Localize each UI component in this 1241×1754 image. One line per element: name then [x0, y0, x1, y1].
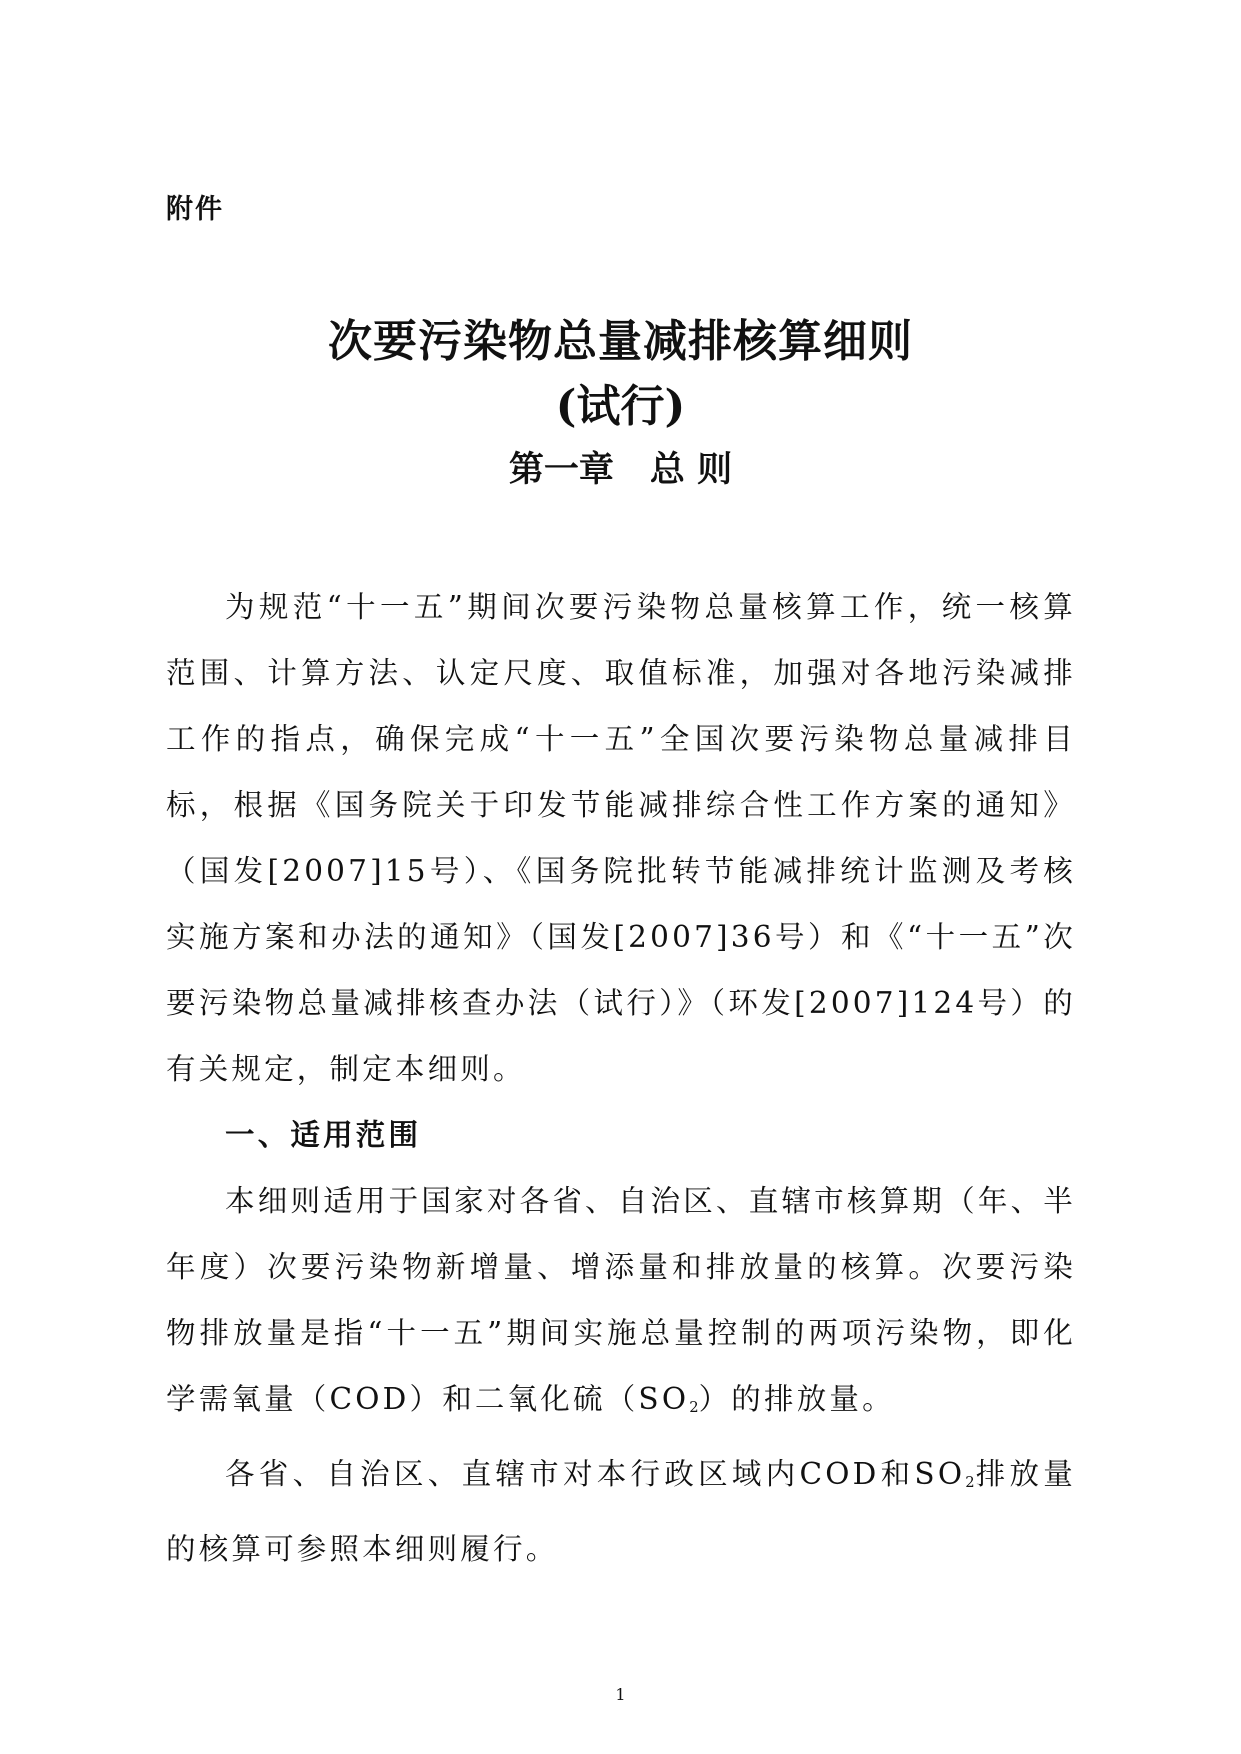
document-subtitle: (试行) [555, 381, 686, 432]
scope-p1-end: ）的排放量。 [698, 1382, 895, 1416]
page-number: 1 [615, 1685, 626, 1704]
scope-paragraph-1 [166, 1168, 1076, 1441]
section-heading-scope: 一、适用范围 [225, 1118, 422, 1152]
scope-paragraph-2 [166, 1441, 1076, 1582]
body-text [166, 574, 1076, 1582]
chapter-heading [0, 445, 1241, 495]
chapter-name: 总 则 [649, 450, 733, 490]
attachment-label: 附件 [166, 194, 224, 225]
scope-p1-text: 本细则适用于国家对各省、自治区、直辖市核算期（年、半年度）次要污染物新增量、增添量和排放量的核算。次要污染物排放量是指“十一五”期间实施总量控制的两项污染物，即化学需氧量（COD）和二氧化硫（SO [166, 1184, 1076, 1416]
scope-p2-end: 排放量的核算可参照本细则履行。 [166, 1456, 1076, 1566]
document-title: 次要污染物总量减排核算细则 [328, 316, 913, 367]
scope-p2-text: 各省、自治区、直辖市对本行政区域内COD和SO [225, 1456, 966, 1491]
so2-subscript: 2 [965, 1473, 975, 1491]
chapter-number: 第一章 [508, 450, 614, 490]
so2-subscript: 2 [689, 1398, 699, 1416]
intro-paragraph: 为规范“十一五”期间次要污染物总量核算工作，统一核算范围、计算方法、认定尺度、取值标准，加强对各地污染减排工作的指点，确保完成“十一五”全国次要污染物总量减排目标，根据《国务院关于印发节能减排综合性工作方案的通知》（国发[2007]15号）、《国务院批转节能减排统计监测及考核实施方案和办法的通知》（国发[2007]36号）和《“十一五”次要污染物总量减排核查办法（试行）》（环发[2007]124号）的有关规定，制定本细则。 [166, 590, 1076, 1086]
